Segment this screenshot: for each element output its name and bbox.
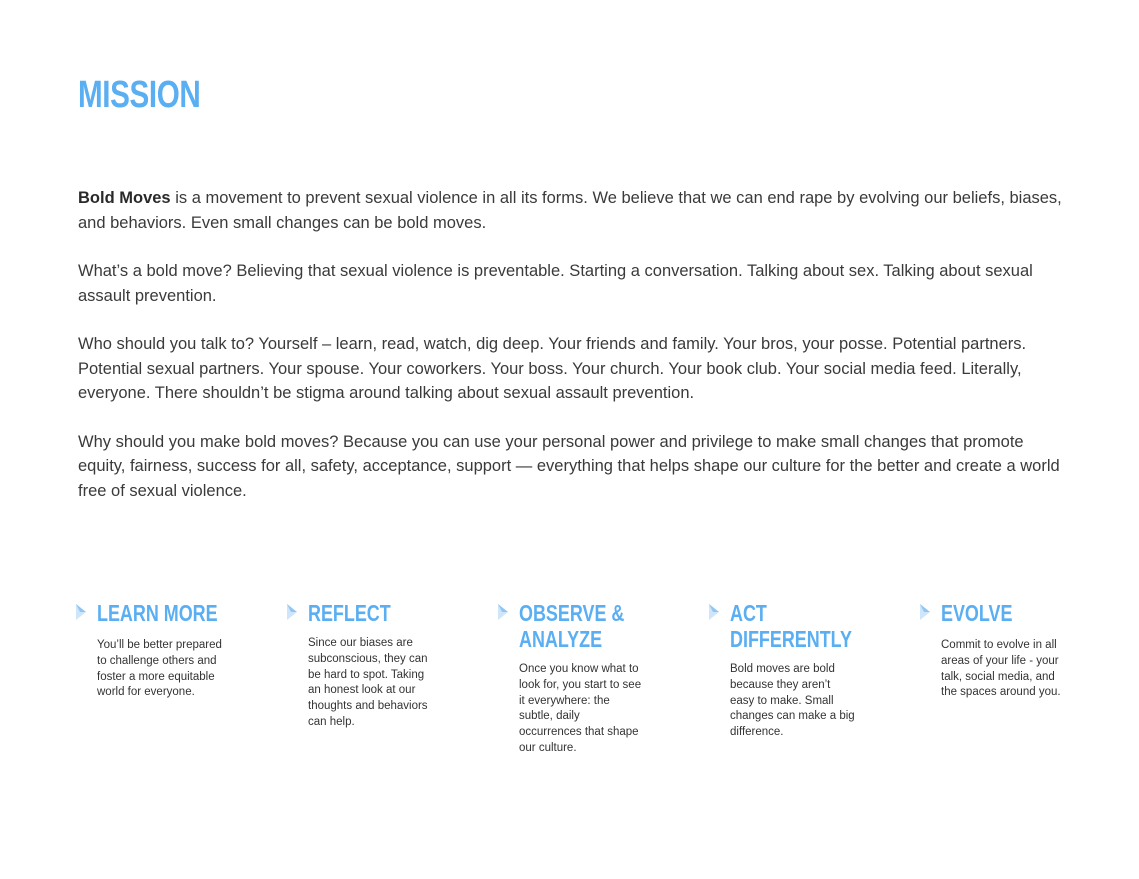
step-reflect — [287, 600, 487, 731]
step-act-differently — [709, 600, 909, 741]
step-title: EVOLVE — [941, 600, 1013, 626]
paragraph-why: Why should you make bold moves? Because you can use your personal power and privilege to make small changes that promote equity, fairness, success for all, safety, acceptance, support — everything that helps shape our culture for the better and create a world free of sexual violence. — [78, 432, 1060, 500]
chevron-arrow-icon — [287, 604, 297, 620]
step-title: OBSERVE & — [519, 600, 625, 626]
step-description: You’ll be better prepared to challenge others and foster a more equitable world for everyone. — [97, 639, 222, 699]
step-title: ACT — [730, 600, 767, 626]
step-description: Commit to evolve in all areas of your life - your talk, social media, and the spaces around you. — [941, 639, 1061, 699]
mission-body — [78, 186, 1068, 527]
chevron-arrow-icon — [709, 604, 719, 620]
step-title-line2: ANALYZE — [519, 626, 603, 652]
paragraph-what: What’s a bold move? Believing that sexual violence is preventable. Starting a conversation. Talking about sex. Talking about sexual assault prevention. — [78, 262, 1033, 305]
steps-row — [76, 600, 1076, 800]
chevron-arrow-icon — [920, 604, 930, 620]
step-title-line2: DIFFERENTLY — [730, 626, 852, 652]
step-observe-analyze — [498, 600, 698, 757]
step-description: Bold moves are bold because they aren’t easy to make. Small changes can make a big difference. — [730, 663, 855, 739]
paragraph-who: Who should you talk to? Yourself – learn, read, watch, dig deep. Your friends and family. Your bros, your posse. Potential partners. Potential sexual partners. Your spouse. Your coworkers. Your boss. Your church. Your book club. Your social media feed. Literally, everyone. There shouldn’t be stigma around talking about sexual assault prevention. — [78, 335, 1027, 402]
chevron-arrow-icon — [498, 604, 508, 620]
step-title: LEARN MORE — [97, 600, 218, 626]
paragraph-intro-text: is a movement to prevent sexual violence in all its forms. We believe that we can end rape by evolving our beliefs, biases, and behaviors. Even small changes can be bold moves. — [78, 189, 1062, 232]
step-description: Once you know what to look for, you start to see it everywhere: the subtle, daily occurrences that shape our culture. — [519, 663, 642, 754]
step-learn-more — [76, 600, 276, 701]
paragraph-intro — [78, 186, 1068, 235]
step-evolve — [920, 600, 1120, 701]
page-title: MISSION — [78, 74, 201, 116]
chevron-arrow-icon — [76, 604, 86, 620]
bold-moves-lead: Bold Moves — [78, 189, 171, 207]
step-title: REFLECT — [308, 600, 391, 626]
step-description: Since our biases are subconscious, they can be hard to spot. Taking an honest look at our thoughts and behaviors can help. — [308, 637, 428, 728]
